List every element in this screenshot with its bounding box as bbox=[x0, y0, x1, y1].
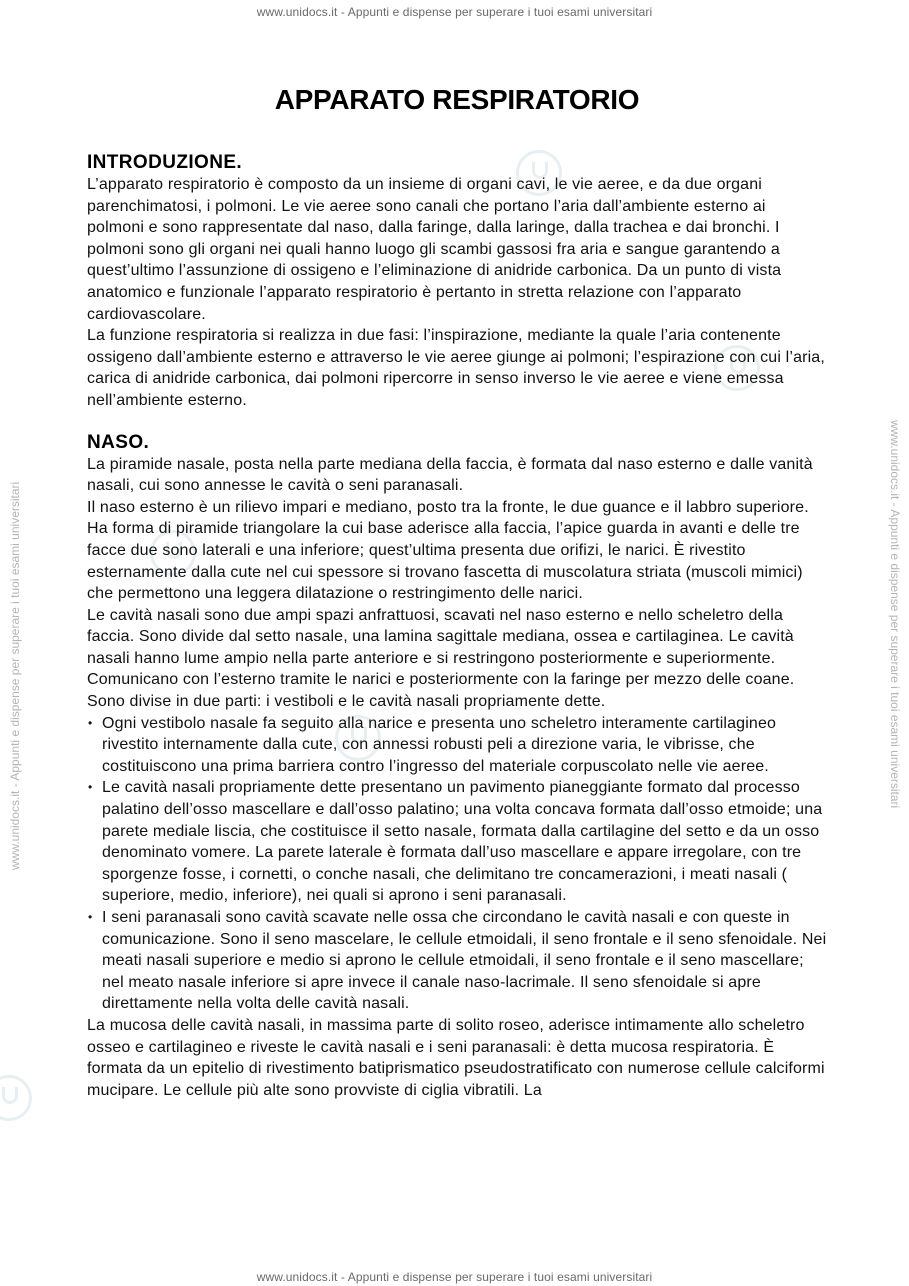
left-side-watermark: www.unidocs.it - Appunti e dispense per superare i tuoi esami universitari bbox=[8, 481, 22, 870]
list-item: • Ogni vestibolo nasale fa seguito alla narice e presenta uno scheletro interamente cartilagineo rivestito internamente dalla cute, con annessi robusti peli a direzione varia, le vibrisse, che costituiscono una prima barriera contro l’ingresso del materiale corpuscolato nelle vie aeree. bbox=[87, 713, 827, 778]
paragraph: L’apparato respiratorio è composto da un insieme di organi cavi, le vie aeree, e da due organi parenchimatosi, i polmoni. Le vie aeree sono canali che portano l’aria dall’ambiente esterno ai polmoni e sono rappresentate dal naso, dalla faringe, dalla laringe, dalla trachea e dai bronchi. I polmoni sono gli organi nei quali hanno luogo gli scambi gassosi fra aria e sangue garantendo a quest’ultimo l’assunzione di ossigeno e l’eliminazione di anidride carbonica. Da un punto di vista anatomico e funzionale l’apparato respiratorio è pertanto in stretta relazione con l’apparato cardiovascolare. bbox=[87, 176, 782, 323]
section-heading: NASO. bbox=[87, 431, 150, 453]
page-title: APPARATO RESPIRATORIO bbox=[274, 84, 640, 115]
paragraph: La funzione respiratoria si realizza in due fasi: l’inspirazione, mediante la quale l’aria contenente ossigeno dall’ambiente esterno e attraverso le vie aeree giunge ai polmoni; l’espirazione con cui l’aria, carica di anidride carbonica, dai polmoni ripercorre in senso inverso le vie aeree e viene emessa nell’ambiente esterno. bbox=[87, 327, 825, 409]
section-naso bbox=[87, 432, 827, 1102]
section-introduzione bbox=[87, 152, 827, 412]
watermark-logo-icon bbox=[0, 1075, 32, 1121]
paragraph: Le cavità nasali sono due ampi spazi anfrattuosi, scavati nel naso esterno e nello scheletro della faccia. Sono divide dal setto nasale, una lamina sagittale mediana, ossea e cartilaginea. Le cavità nasali hanno lume ampio nella parte anteriore e si restringono posteriormente e superiormente. Comunicano con l’esterno tramite le narici e posteriormente con la faringe per mezzo delle coane. Sono divise in due parti: i vestiboli e le cavità nasali propriamente dette. bbox=[87, 606, 795, 711]
paragraph: La mucosa delle cavità nasali, in massima parte di solito roseo, aderisce intimamente allo scheletro osseo e cartilagineo e riveste le cavità nasali e i seni paranasali: è detta mucosa respiratoria. È formata da un epitelio di rivestimento batiprismatico pseudostratificato con numerose cellule calciformi mucipare. Le cellule più alte sono provviste di ciglia vibratili. La bbox=[87, 1016, 825, 1099]
list-item: • I seni paranasali sono cavità scavate nelle ossa che circondano le cavità nasali e con queste in comunicazione. Sono il seno mascelare, le cellule etmoidali, il seno frontale e il seno sfenoidale. Nei meati nasali superiore e medio si aprono le cellule etmoidali, il seno frontale e il seno mascellare; nel meato nasale inferiore si apre invece il canale naso-lacrimale. Il seno sfenoidale si apre direttamente nella volta delle cavità nasali. bbox=[87, 907, 827, 1015]
section-heading: INTRODUZIONE. bbox=[87, 152, 243, 173]
list-item: • Le cavità nasali propriamente dette presentano un pavimento pianeggiante formato dal processo palatino dell’osso mascellare e dall’osso palatino; una volta concava formata dall’osso etmoide; una parete mediale liscia, che costituisce il setto nasale, formata dalla cartilagine del setto e da un osso denominato vomere. La parete laterale è formata dall’uso mascellare e appare irregolare, con tre sporgenze fosse, i cornetti, o conche nasali, che delimitano tre concamerazioni, i meati nasali ( superiore, medio, inferiore), nei quali si aprono i seni paranasali. bbox=[87, 777, 827, 907]
bullet-list bbox=[87, 713, 827, 1015]
paragraph: Il naso esterno è un rilievo impari e mediano, posto tra la fronte, le due guance e il labbro superiore. Ha forma di piramide triangolare la cui base aderisce alla faccia, l’apice guarda in avanti e delle tre facce due sono laterali e una inferiore; quest’ultima presenta due orifizi, le narici. È rivestito esternamente dalla cute nel cui spessore si trovano fascetta di muscolatura striata (muscoli mimici) che permettono una leggera dilatazione o restringimento delle narici. bbox=[87, 498, 809, 603]
document bbox=[87, 84, 827, 1101]
right-side-watermark: www.unidocs.it - Appunti e dispense per superare i tuoi esami universitari bbox=[888, 420, 902, 809]
paragraph: La piramide nasale, posta nella parte mediana della faccia, è formata dal naso esterno e dalle vanità nasali, cui sono annesse le cavità o seni paranasali. bbox=[87, 455, 813, 495]
bottom-banner: www.unidocs.it - Appunti e dispense per superare i tuoi esami universitari bbox=[256, 1270, 653, 1284]
top-banner: www.unidocs.it - Appunti e dispense per superare i tuoi esami universitari bbox=[256, 5, 653, 19]
